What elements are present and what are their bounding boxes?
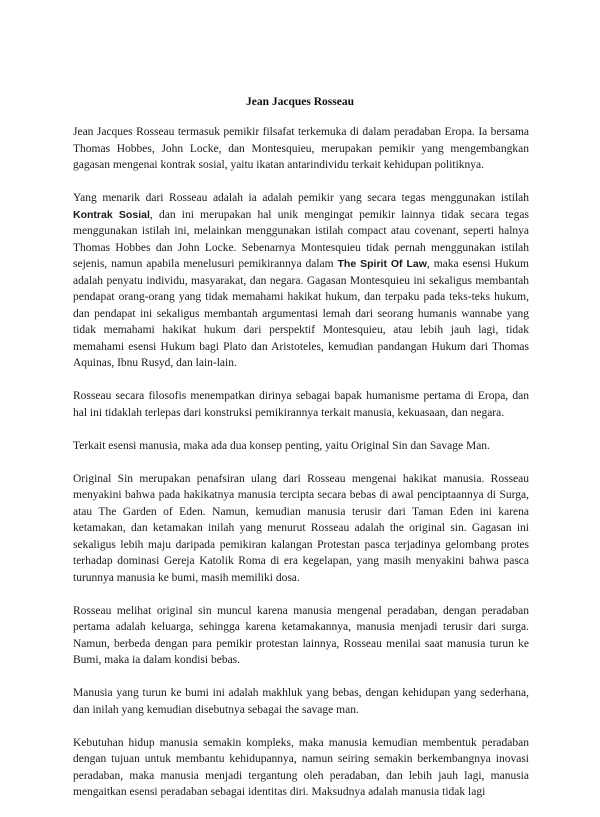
- paragraph: [73, 124, 529, 174]
- paragraph: [73, 388, 529, 421]
- paragraph-text: Terkait esensi manusia, maka ada dua konsep penting, yaitu Original Sin dan Savage Man.: [73, 439, 490, 452]
- paragraph-text: Manusia yang turun ke bumi ini adalah makhluk yang bebas, dengan kehidupan yang sederhana, dan inilah yang kemudian disebutnya sebagai the savage man.: [73, 687, 529, 716]
- paragraph-text: Rosseau secara filosofis menempatkan dirinya sebagai bapak humanisme pertama di Eropa, dan hal ini tidaklah terlepas dari konstruksi pemikirannya terkait manusia, kekuasaan, dan negara.: [73, 390, 529, 419]
- paragraph-text: Kebutuhan hidup manusia semakin kompleks, maka manusia kemudian membentuk peradaban dengan tujuan untuk membantu kehidupannya, namun seiring semakin berkembangnya inovasi peradaban, maka manusia menjadi tergantung oleh peradaban, dan lebih jauh lagi, manusia mengaitkan esensi peradaban sebagai identitas diri. Maksudnya adalah manusia tidak lagi: [73, 736, 529, 798]
- paragraph-text: Yang menarik dari Rosseau adalah ia adalah pemikir yang secara tegas menggunakan istilah: [73, 192, 529, 204]
- paragraph: [73, 735, 529, 801]
- paragraph: [73, 438, 529, 455]
- paragraph-text: Original Sin merupakan penafsiran ulang dari Rosseau mengenai hakikat manusia. Rosseau menyakini bahwa pada hakikatnya manusia tercipta secara bebas di awal penciptaannya di Surga, atau The Garden of Eden. Namun, kemudian manusia terusir dari Taman Eden ini karena ketamakan, dan ketamakan inilah yang menurut Rosseau adalah the original sin. Gagasan ini sekaligus lebih maju daripada pemikiran kalangan Protestan pasca terjadinya gelombang protes terhadap dominasi Gereja Katolik Roma di era kegelapan, yang masih menyakini bahwa pasca turunnya manusia ke bumi, masih memiliki dosa.: [73, 472, 529, 584]
- paragraph-text: , dan ini merupakan hal unik mengingat pemikir lainnya tidak secara tegas menggunakan istilah ini, melainkan menggunakan istilah compact atau covenant, seperti halnya Thomas Hobbes dan John Locke. Sebenarnya Montesquieu tidak pernah menggunakan istilah sejenis, namun apabila menelusuri pemikirannya dalam: [73, 208, 529, 270]
- paragraph-text: , maka esensi Hukum adalah penyatu individu, masyarakat, dan negara. Gagasan Montesquieu ini sekaligus membantah pendapat orang-orang yang tidak memahami hakikat hukum, dan terpaku pada teks-teks hukum, dan pendapat ini sekaligus membantah argumentasi lemah dari seorang humanis wannabe yang tidak memahami hakikat hukum dari perspektif Montesquieu, atau lebih jauh lagi, tidak memahami esensi Hukum bagi Plato dan Aristoteles, kemudian pandangan Hukum dari Thomas Aquinas, Ibnu Rusyd, dan lain-lain.: [73, 258, 529, 369]
- document-title: Jean Jacques Rosseau: [246, 96, 354, 108]
- paragraph-text: Rosseau melihat original sin muncul karena manusia mengenal peradaban, dengan peradaban pertama adalah keluarga, sehingga karena ketamakannya, manusia menjadi terusir dari surga. Namun, berbeda dengan para pemikir protestan lainnya, Rosseau menilai saat manusia turun ke Bumi, maka ia dalam kondisi bebas.: [73, 604, 529, 666]
- paragraph: [73, 471, 529, 587]
- paragraph-text: Jean Jacques Rosseau termasuk pemikir filsafat terkemuka di dalam peradaban Eropa. Ia bersama Thomas Hobbes, John Locke, dan Montesquieu, merupakan pemikir yang mengembangkan gagasan mengenai kontrak sosial, yaitu ikatan antarindividu terkait kehidupan politiknya.: [73, 126, 529, 171]
- paragraph: [73, 603, 529, 669]
- document-body: [73, 124, 529, 817]
- bold-term: The Spirit Of Law: [337, 258, 427, 270]
- paragraph: [73, 685, 529, 718]
- bold-term: Kontrak Sosial: [73, 208, 150, 221]
- paragraph: [73, 190, 529, 372]
